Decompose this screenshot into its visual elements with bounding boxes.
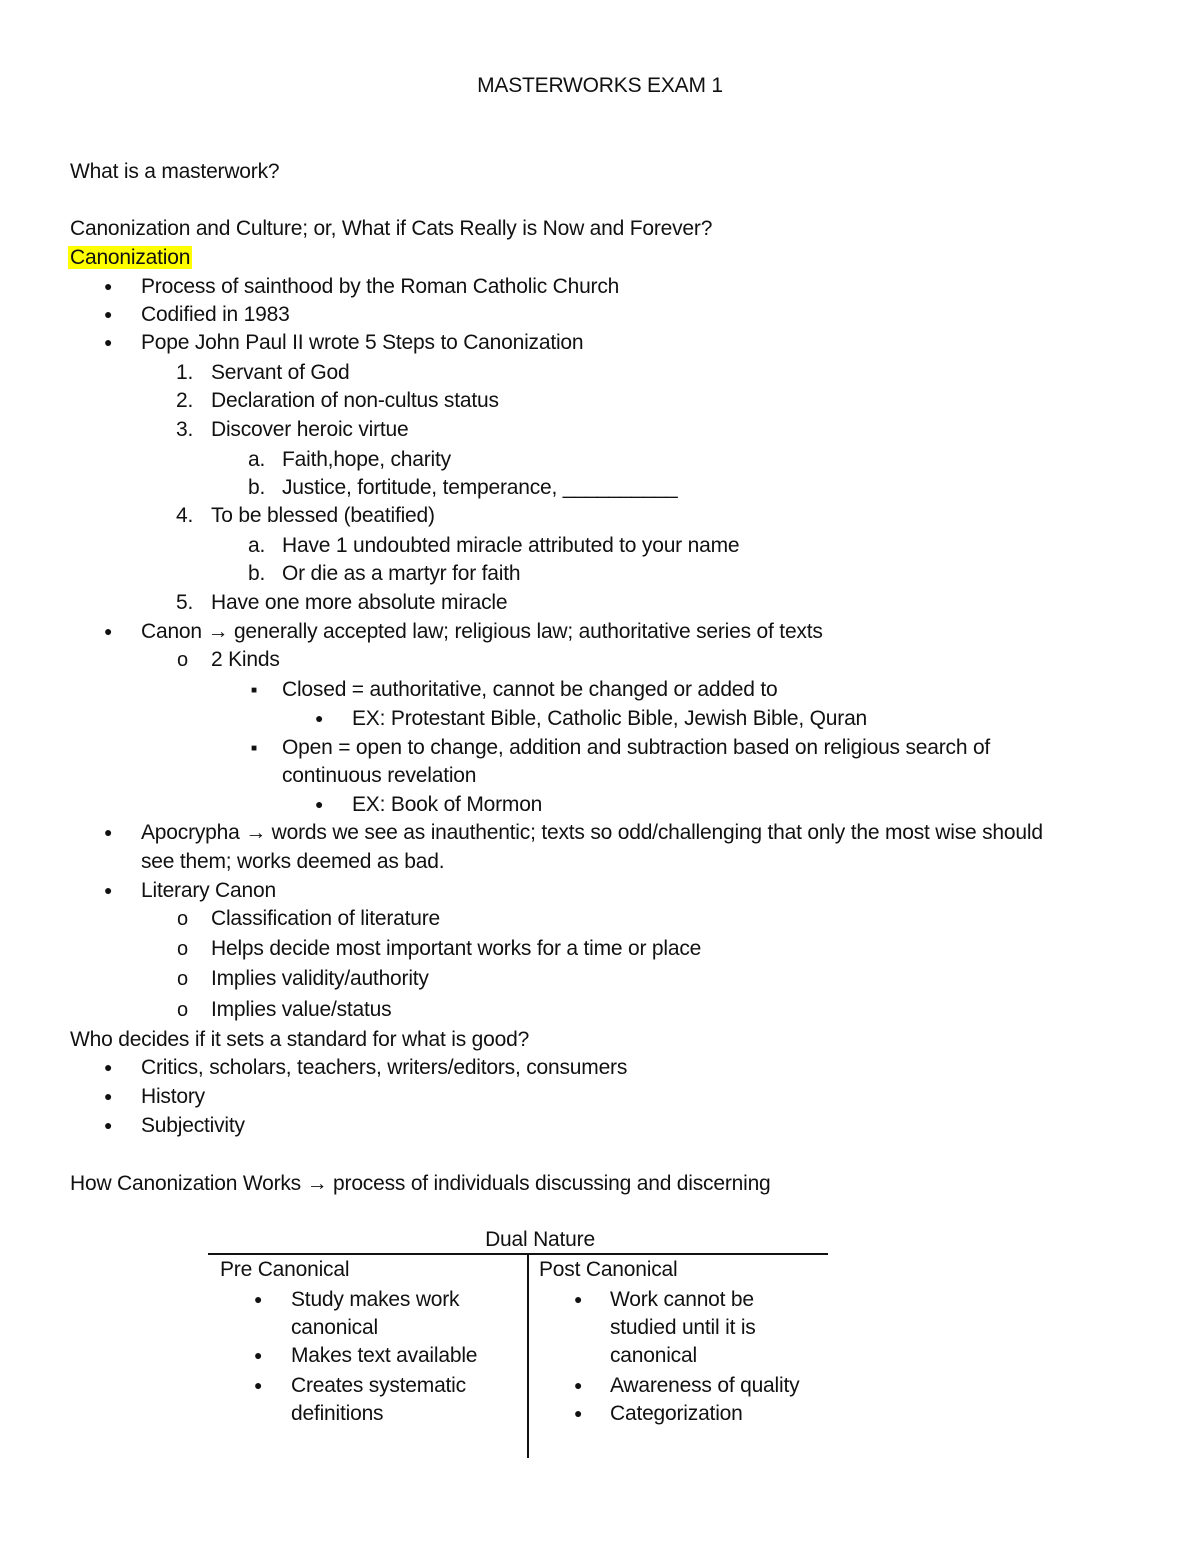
step-item: Declaration of non-cultus status — [211, 389, 499, 412]
bullet-icon — [104, 1083, 112, 1112]
bullet-icon — [104, 618, 112, 647]
bullet-icon — [104, 273, 112, 302]
step-item: To be blessed (beatified) — [211, 504, 435, 527]
sub-letter: b. — [248, 562, 266, 585]
step-item: Discover heroic virtue — [211, 418, 409, 441]
pre-item-text: canonical — [291, 1316, 378, 1339]
highlight-mark: Canonization — [70, 246, 191, 269]
sub-item: Justice, fortitude, temperance, __________ — [282, 476, 678, 499]
bullet-icon — [104, 819, 112, 848]
bullet-icon — [104, 877, 112, 906]
sub-item: Faith,hope, charity — [282, 448, 451, 471]
list-item: Process of sainthood by the Roman Catholic Church — [141, 275, 620, 298]
sub-letter: b. — [248, 476, 266, 499]
question-masterwork: What is a masterwork? — [70, 160, 280, 183]
bullet-icon — [104, 1112, 112, 1141]
bullet-icon — [104, 329, 112, 358]
step-number: 4. — [176, 504, 194, 527]
pre-item-text: definitions — [291, 1402, 384, 1425]
sub-item: Have 1 undoubted miracle attributed to your name — [282, 534, 740, 557]
section-title: Canonization and Culture; or, What if Cats Really is Now and Forever? — [70, 217, 713, 240]
step-item: Servant of God — [211, 361, 350, 384]
circle-bullet-icon — [177, 905, 188, 933]
list-item: Implies validity/authority — [211, 967, 429, 990]
pre-item-text: Makes text available — [291, 1344, 478, 1367]
table-top-rule — [208, 1253, 828, 1255]
bullet-icon — [574, 1372, 582, 1401]
bullet-icon — [315, 705, 323, 734]
bullet-icon — [254, 1286, 262, 1315]
apocrypha-line-continued: see them; works deemed as bad. — [141, 850, 445, 873]
step-number: 5. — [176, 591, 194, 614]
post-canonical-heading: Post Canonical — [539, 1258, 678, 1281]
list-item: Implies value/status — [211, 998, 392, 1021]
list-item: Classification of literature — [211, 907, 440, 930]
bullet-icon — [315, 791, 323, 820]
sub-letter: a. — [248, 534, 266, 557]
document-title: MASTERWORKS EXAM 1 — [477, 74, 723, 97]
square-bullet-icon — [251, 734, 257, 766]
how-works-line: How Canonization Works → process of individuals discussing and discerning — [70, 1172, 771, 1195]
list-item: History — [141, 1085, 205, 1108]
open-line-continued: continuous revelation — [282, 764, 477, 787]
circle-bullet-icon — [177, 965, 188, 993]
literary-canon: Literary Canon — [141, 879, 276, 902]
step-number: 1. — [176, 361, 194, 384]
bullet-icon — [574, 1286, 582, 1315]
list-item: Subjectivity — [141, 1114, 245, 1137]
who-decides-heading: Who decides if it sets a standard for what is good? — [70, 1028, 530, 1051]
table-column-divider — [527, 1255, 529, 1458]
apocrypha-line: Apocrypha → words we see as inauthentic; texts so odd/challenging that only the most wise should — [141, 821, 1043, 844]
square-bullet-icon — [251, 676, 257, 708]
post-item-text: Categorization — [610, 1402, 743, 1425]
step-number: 3. — [176, 418, 194, 441]
open-line: Open = open to change, addition and subtraction based on religious search of — [282, 736, 991, 759]
highlighted-heading — [68, 244, 192, 272]
bullet-icon — [254, 1372, 262, 1401]
bullet-icon — [104, 301, 112, 330]
table-caption: Dual Nature — [485, 1228, 595, 1251]
bullet-icon — [104, 1054, 112, 1083]
canon-line: Canon → generally accepted law; religious law; authoritative series of texts — [141, 620, 823, 643]
circle-bullet-icon — [177, 996, 188, 1024]
sub-item: Or die as a martyr for faith — [282, 562, 521, 585]
list-item: Codified in 1983 — [141, 303, 290, 326]
closed-example: EX: Protestant Bible, Catholic Bible, Jewish Bible, Quran — [352, 707, 868, 730]
bullet-icon — [254, 1342, 262, 1371]
sub-letter: a. — [248, 448, 266, 471]
step-number: 2. — [176, 389, 194, 412]
pre-canonical-heading: Pre Canonical — [220, 1258, 350, 1281]
post-item-text: Awareness of quality — [610, 1374, 800, 1397]
pre-item-text: Creates systematic — [291, 1374, 466, 1397]
two-kinds: 2 Kinds — [211, 648, 280, 671]
step-item: Have one more absolute miracle — [211, 591, 508, 614]
list-item: Critics, scholars, teachers, writers/editors, consumers — [141, 1056, 628, 1079]
closed-line: Closed = authoritative, cannot be changed or added to — [282, 678, 778, 701]
post-item-text: canonical — [610, 1344, 697, 1367]
circle-bullet-icon — [177, 935, 188, 963]
list-item: Helps decide most important works for a time or place — [211, 937, 702, 960]
pre-item-text: Study makes work — [291, 1288, 460, 1311]
list-item: Pope John Paul II wrote 5 Steps to Canonization — [141, 331, 584, 354]
open-example: EX: Book of Mormon — [352, 793, 543, 816]
post-item-text: studied until it is — [610, 1316, 756, 1339]
bullet-icon — [574, 1400, 582, 1429]
circle-bullet-icon — [177, 646, 188, 674]
post-item-text: Work cannot be — [610, 1288, 754, 1311]
